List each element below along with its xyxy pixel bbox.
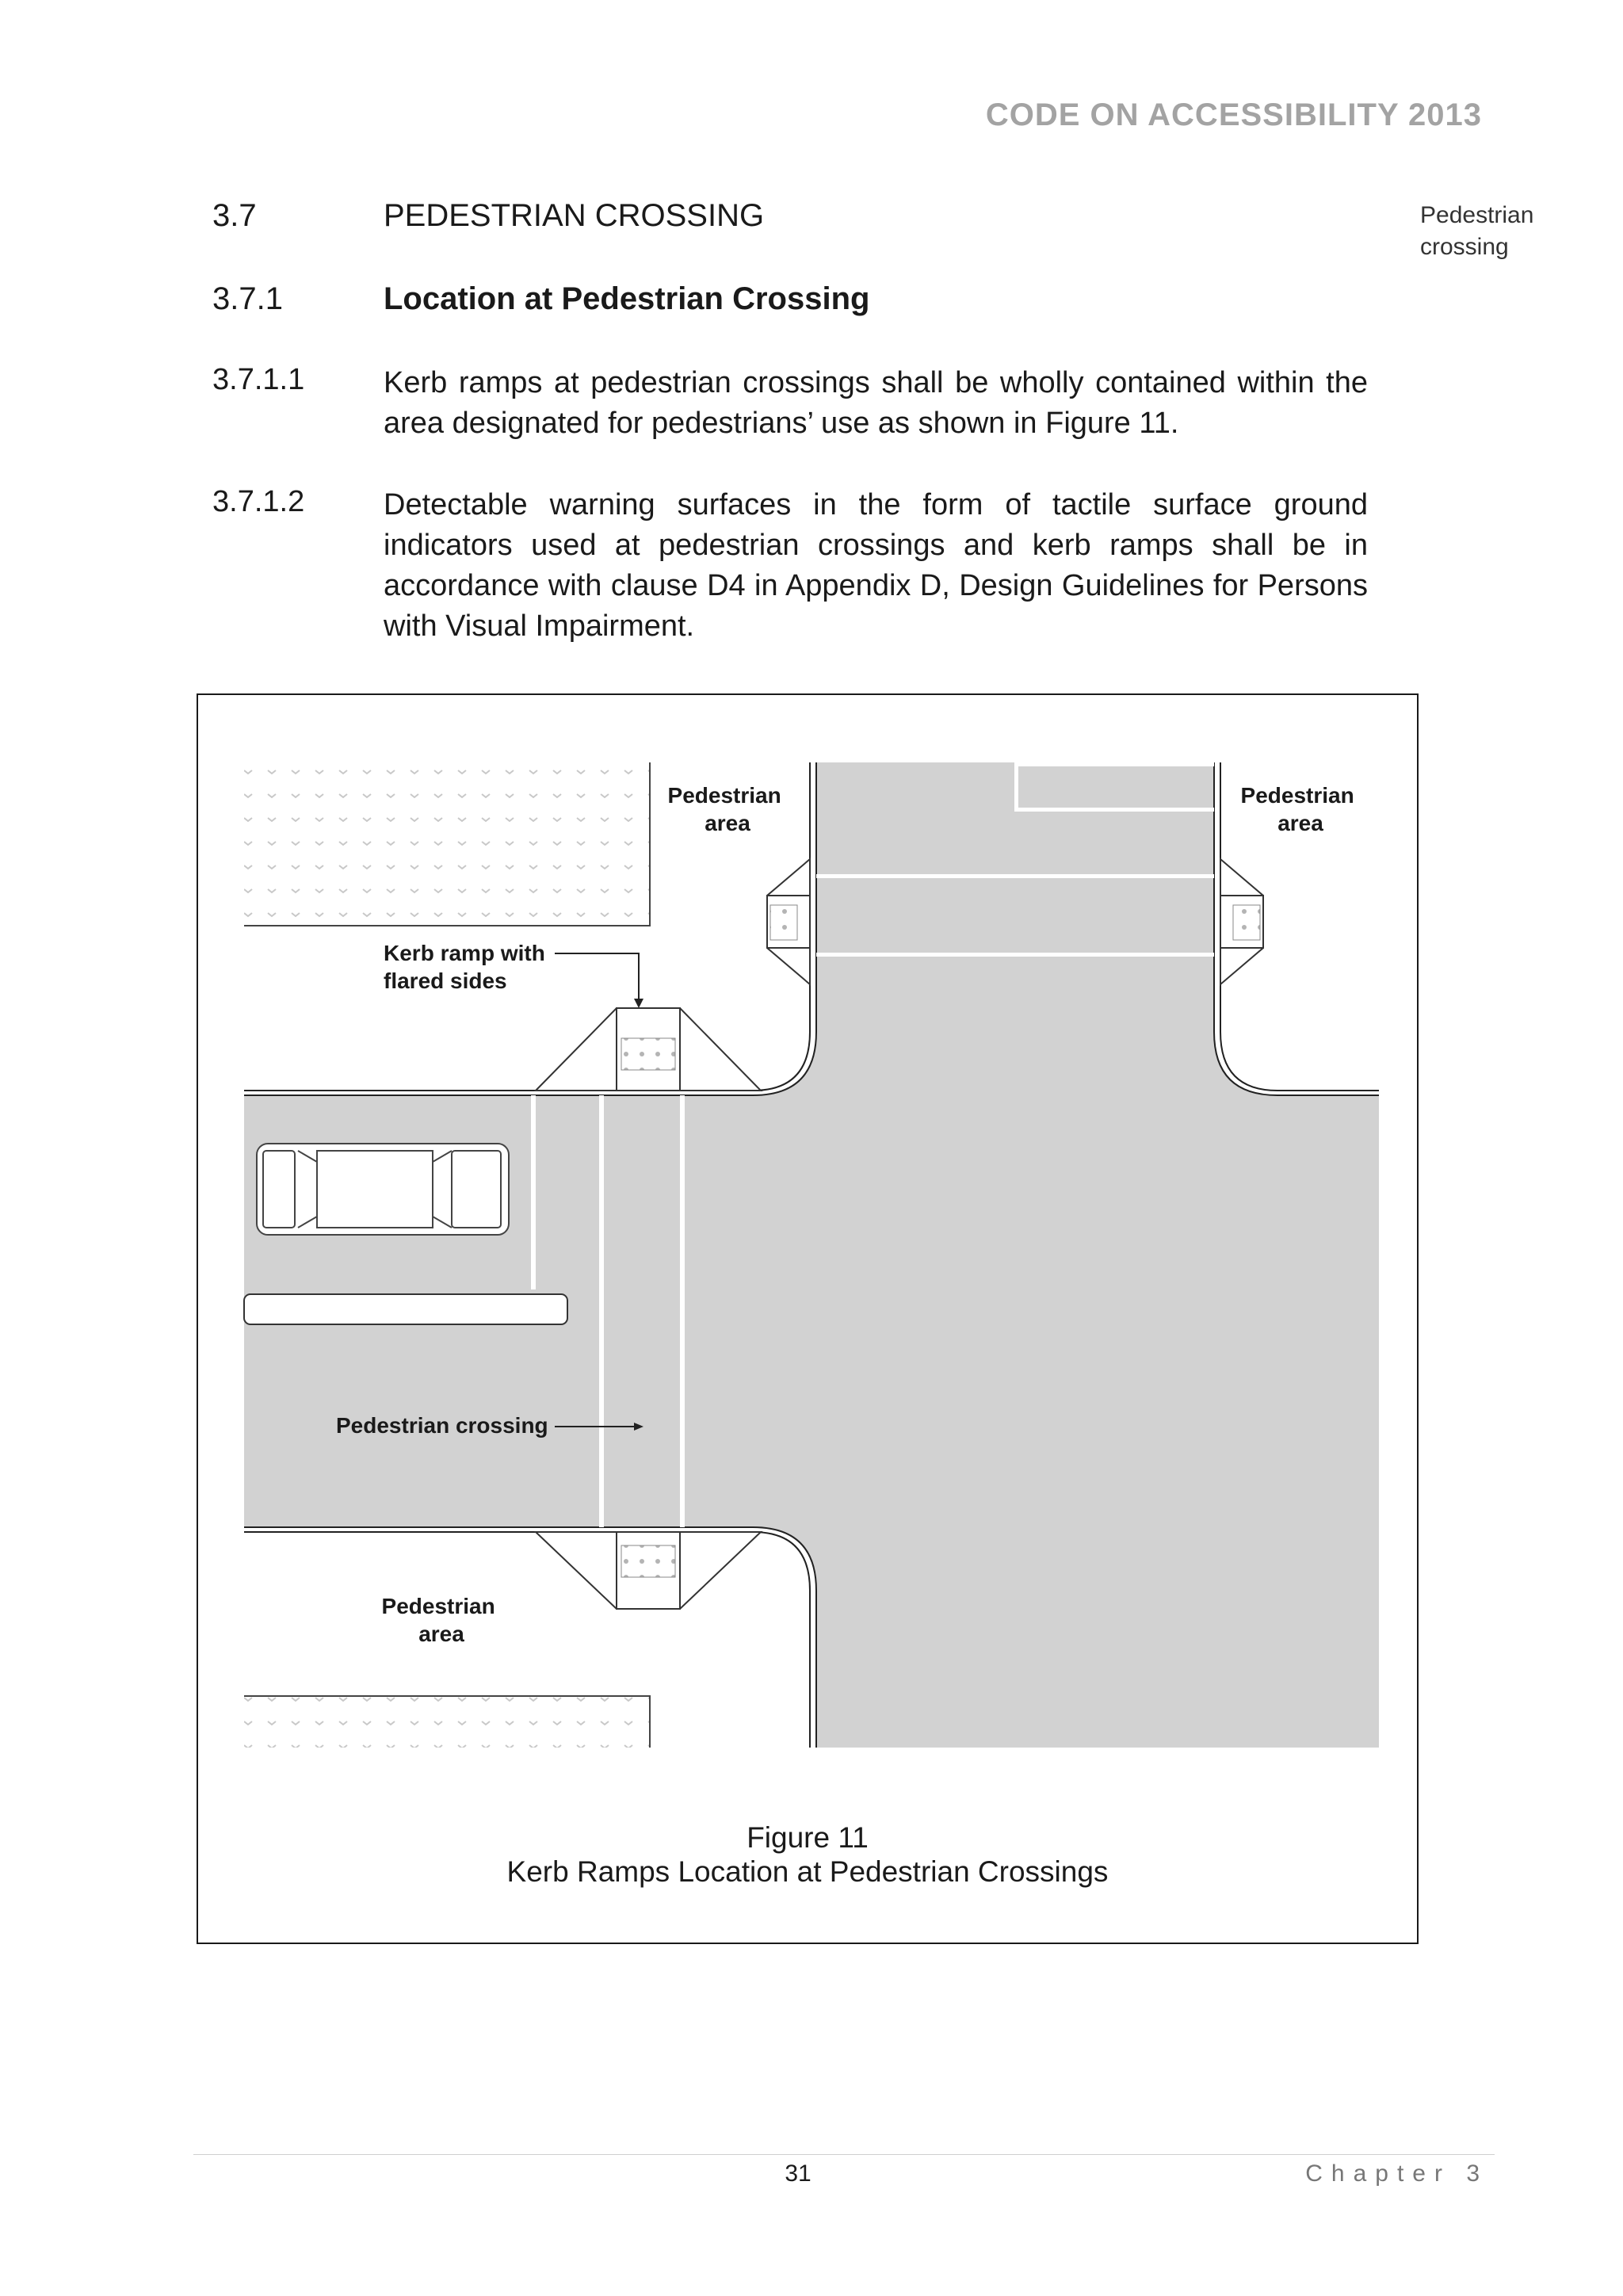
kerb-ramp-upper-left [767,859,810,984]
running-header: CODE ON ACCESSIBILITY 2013 [985,97,1482,132]
margin-note-line-2: crossing [1420,234,1509,260]
pedestrian-paving-bottom-left [244,1696,650,1748]
kerb-ramp-top [536,1008,761,1091]
kerb-ramp-bottom [536,1532,761,1609]
label-pedestrian-area-top-mid: Pedestrian area [667,783,781,835]
kerb-ramp-upper-right [1220,859,1263,984]
figure-number: Figure 11 [747,1821,869,1854]
label-pedestrian-area-top-right: Pedestrian area [1240,783,1354,835]
chapter-label: Chapter 3 [1305,2160,1488,2187]
crossing-diagram [198,695,1417,1820]
label-pedestrian-area-bottom: Pedestrian area [381,1594,495,1646]
car-illustration [257,1144,509,1235]
page-number: 31 [785,2160,812,2187]
median-island [244,1294,567,1324]
margin-note [1420,200,1571,263]
label-pedestrian-crossing: Pedestrian crossing [336,1413,548,1438]
kerb-ramp-arrowhead [634,999,643,1008]
clause-text: Kerb ramps at pedestrian crossings shall be wholly contained within the area designated for pedestrians’ use as shown in Figure 11. [384,366,1368,440]
clause-text: Detectable warning surfaces in the form of tactile surface ground indicators used at pedestrian crossings and kerb ramps shall be in accordance with clause D4 in Appendix D, Design Guidelines for Persons with Visual Impairment. [384,488,1368,643]
clause-number: 3.7.1.1 [212,363,305,396]
footer-divider [193,2154,1495,2155]
section-title: PEDESTRIAN CROSSING [384,198,765,233]
figure-caption: Kerb Ramps Location at Pedestrian Crossings [506,1855,1109,1888]
subsection-number: 3.7.1 [212,281,283,316]
subsection-title-text: Location at Pedestrian Crossing [384,281,870,316]
label-kerb-ramp: Kerb ramp with flared sides [384,941,545,993]
subsection-title [384,281,869,317]
clause-number: 3.7.1.2 [212,485,305,518]
section-number: 3.7 [212,198,257,233]
pedestrian-paving-top-left [244,762,650,926]
margin-note-line-1: Pedestrian [1420,202,1534,228]
